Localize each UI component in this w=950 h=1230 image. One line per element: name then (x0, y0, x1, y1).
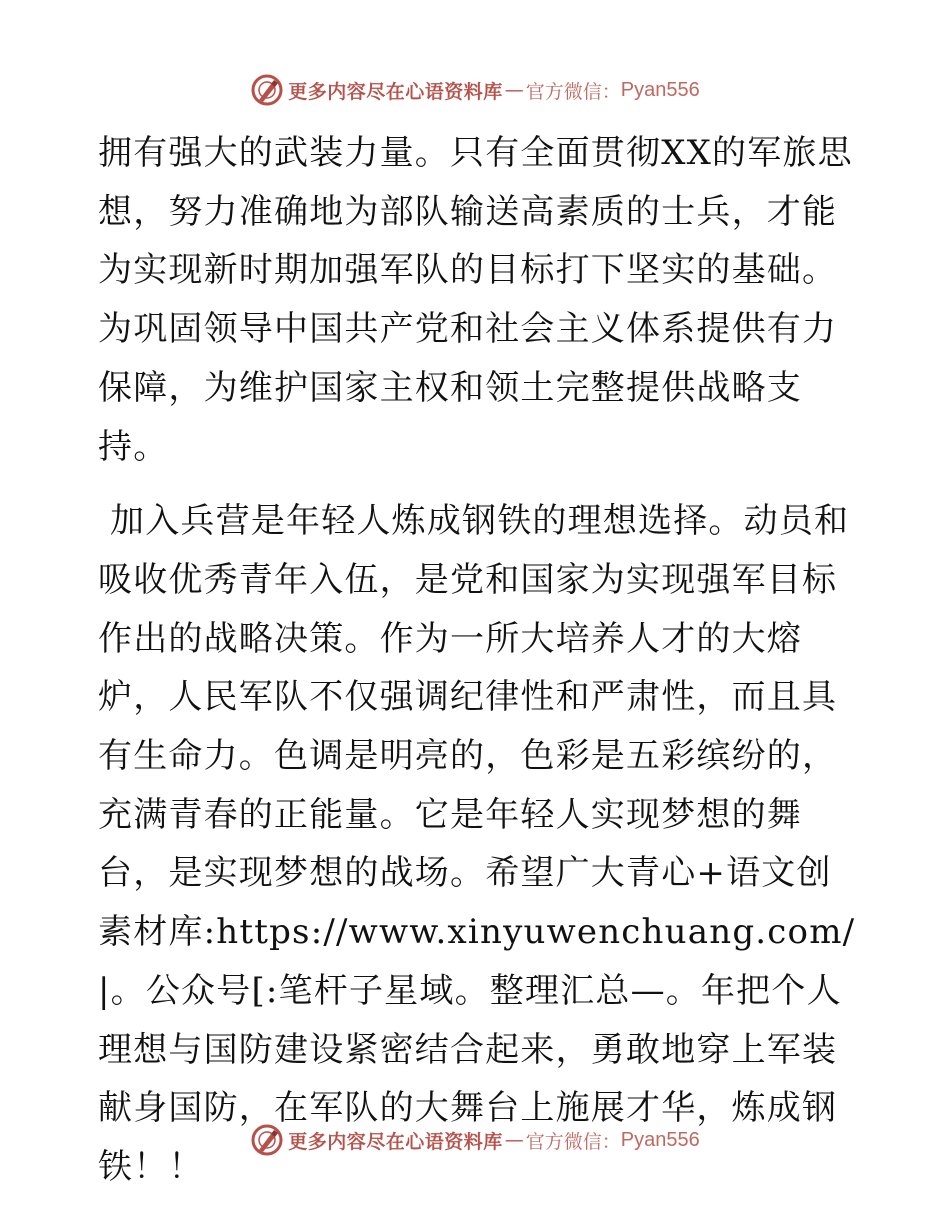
footer-wechat-id: Pyan556 (620, 1128, 700, 1151)
paragraph-2: 加入兵营是年轻人炼成钢铁的理想选择。动员和吸收优秀青年入伍，是党和国家为实现强军目标作出的战略决策。作为一所大培养人才的大熔炉，人民军队不仅强调纪律性和严肃性，而且具有生命力。色调是明亮的，色彩是五彩缤纷的，充满青春的正能量。它是年轻人实现梦想的舞台，是实现梦想的战场。希望广大青心+语文创素材库:https://www.xinyuwenchuang.com/|。公众号[:笔杆子星域。整理汇总—。年把个人理想与国防建设紧密结合起来，勇敢地穿上军装献身国防，在军队的大舞台上施展才华，炼成钢铁！！ (98, 501, 856, 1187)
footer-brand-text: 更多内容尽在心语资料库 (288, 1130, 503, 1153)
pen-logo-icon (250, 1123, 284, 1157)
document-body (98, 124, 858, 1197)
header-wechat-id: Pyan556 (620, 78, 700, 101)
header-brand-text: 更多内容尽在心语资料库 (288, 80, 503, 103)
header-watermark-banner (0, 72, 950, 108)
footer-dash: — (504, 1129, 524, 1151)
header-dash: — (504, 79, 524, 101)
footer-wechat-label: 官方微信： (525, 1130, 621, 1153)
paragraph-1: 拥有强大的武装力量。只有全面贯彻XX的军旅思想，努力准确地为部队输送高素质的士兵，才能为实现新时期加强军队的目标打下坚实的基础。为巩固领导中国共产党和社会主义体系提供有力保障，为维护国家主权和领土完整提供战略支持。 (98, 133, 853, 467)
header-wechat-label: 官方微信： (525, 80, 621, 103)
footer-watermark-banner (0, 1122, 950, 1158)
pen-logo-icon (250, 73, 284, 107)
